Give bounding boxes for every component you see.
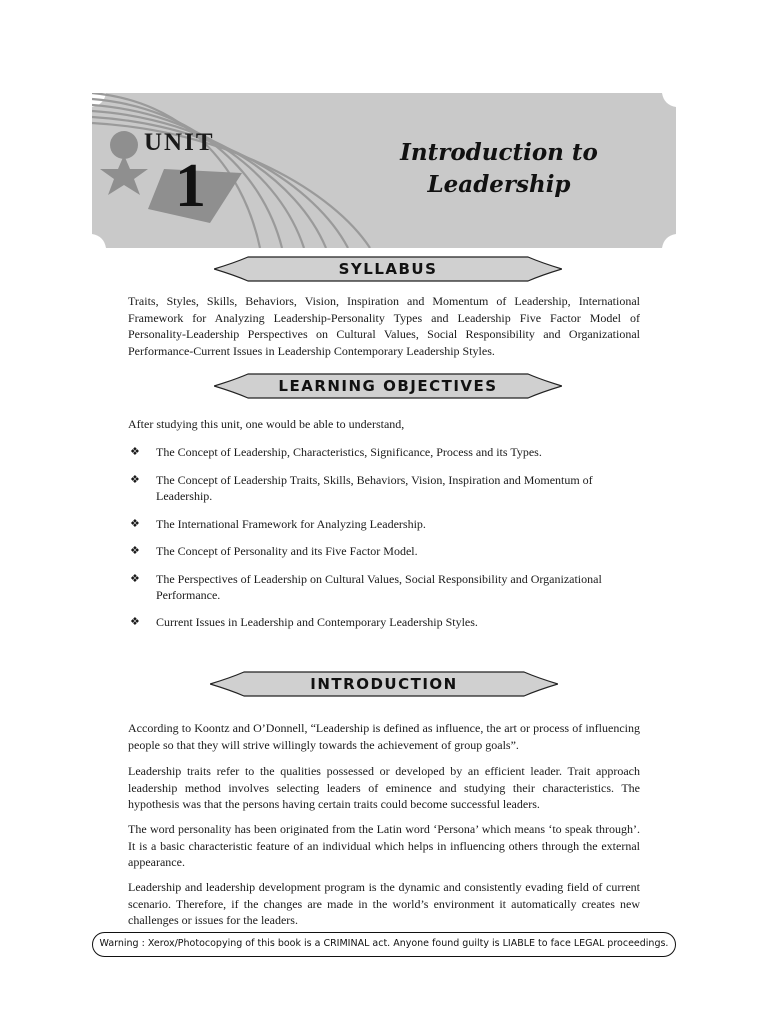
- diamond-bullet-icon: ❖: [130, 616, 140, 628]
- diamond-bullet-icon: ❖: [130, 518, 140, 530]
- objective-text: The International Framework for Analyzing Leadership.: [156, 517, 426, 531]
- intro-paragraph: The word personality has been originated from the Latin word ‘Persona’ which means ‘to speak through’. It is a basic characteristic feature of an individual which helps in influencing others through the external appearance.: [128, 822, 640, 869]
- objectives-intro: After studying this unit, one would be able to understand,: [128, 417, 405, 431]
- chapter-title-line2: Leadership: [427, 171, 571, 198]
- diamond-bullet-icon: ❖: [130, 474, 140, 486]
- copyright-warning: Warning : Xerox/Photocopying of this book is a CRIMINAL act. Anyone found guilty is LIABLE to face LEGAL proceedings.: [92, 932, 676, 957]
- objective-text: The Concept of Personality and its Five Factor Model.: [156, 544, 418, 558]
- syllabus-text: Traits, Styles, Skills, Behaviors, Vision, Inspiration and Momentum of Leadership, International Framework for Analyzing Leadership-Personality Types and Leadership Five Factor Model of Personality-Leadership Perspectives on Cultural Values, Social Responsibility and Organizational Performance-Current Issues in Leadership Contemporary Leadership Styles.: [128, 294, 640, 358]
- objective-item: [130, 444, 642, 460]
- objective-item: [130, 614, 642, 630]
- intro-paragraph: According to Koontz and O’Donnell, “Leadership is defined as influence, the art or process of influencing people so that they will strive willingly towards the achievement of group goals”.: [128, 721, 640, 752]
- unit-label: UNIT: [144, 129, 215, 156]
- objective-text: The Concept of Leadership, Characteristics, Significance, Process and its Types.: [156, 445, 542, 459]
- diamond-bullet-icon: ❖: [130, 573, 140, 585]
- objective-text: Current Issues in Leadership and Contemporary Leadership Styles.: [156, 615, 478, 629]
- objective-item: [130, 543, 642, 559]
- objective-item: [130, 571, 642, 603]
- chapter-title-line1: Introduction to: [400, 139, 598, 166]
- diamond-bullet-icon: ❖: [130, 545, 140, 557]
- chapter-title: [358, 137, 640, 201]
- introduction-heading-label: INTRODUCTION: [310, 675, 458, 693]
- diamond-bullet-icon: ❖: [130, 446, 140, 458]
- unit-banner: [92, 93, 676, 248]
- intro-paragraph: Leadership traits refer to the qualities possessed or developed by an efficient leader. Trait approach leadership method involves selecting leaders of eminence and studying their characteristics. The hypothesis was that the persons having certain traits could become successful leaders.: [128, 764, 640, 811]
- learning-objectives-heading: [214, 372, 562, 400]
- objective-text: The Perspectives of Leadership on Cultural Values, Social Responsibility and Organizational Performance.: [156, 572, 602, 602]
- objective-item: [130, 516, 642, 532]
- syllabus-heading-label: SYLLABUS: [338, 260, 438, 278]
- introduction-heading: [210, 670, 558, 698]
- objective-item: [130, 472, 642, 504]
- intro-paragraph: Leadership and leadership development program is the dynamic and consistently evading field of current scenario. Therefore, if the changes are made in the world’s environment it automatically creates new challenges or issues for the leaders.: [128, 880, 640, 927]
- unit-number: 1: [175, 152, 206, 220]
- objective-text: The Concept of Leadership Traits, Skills, Behaviors, Vision, Inspiration and Momentum of Leadership.: [156, 473, 593, 503]
- syllabus-heading: [214, 255, 562, 283]
- learning-objectives-heading-label: LEARNING OBJECTIVES: [278, 377, 498, 395]
